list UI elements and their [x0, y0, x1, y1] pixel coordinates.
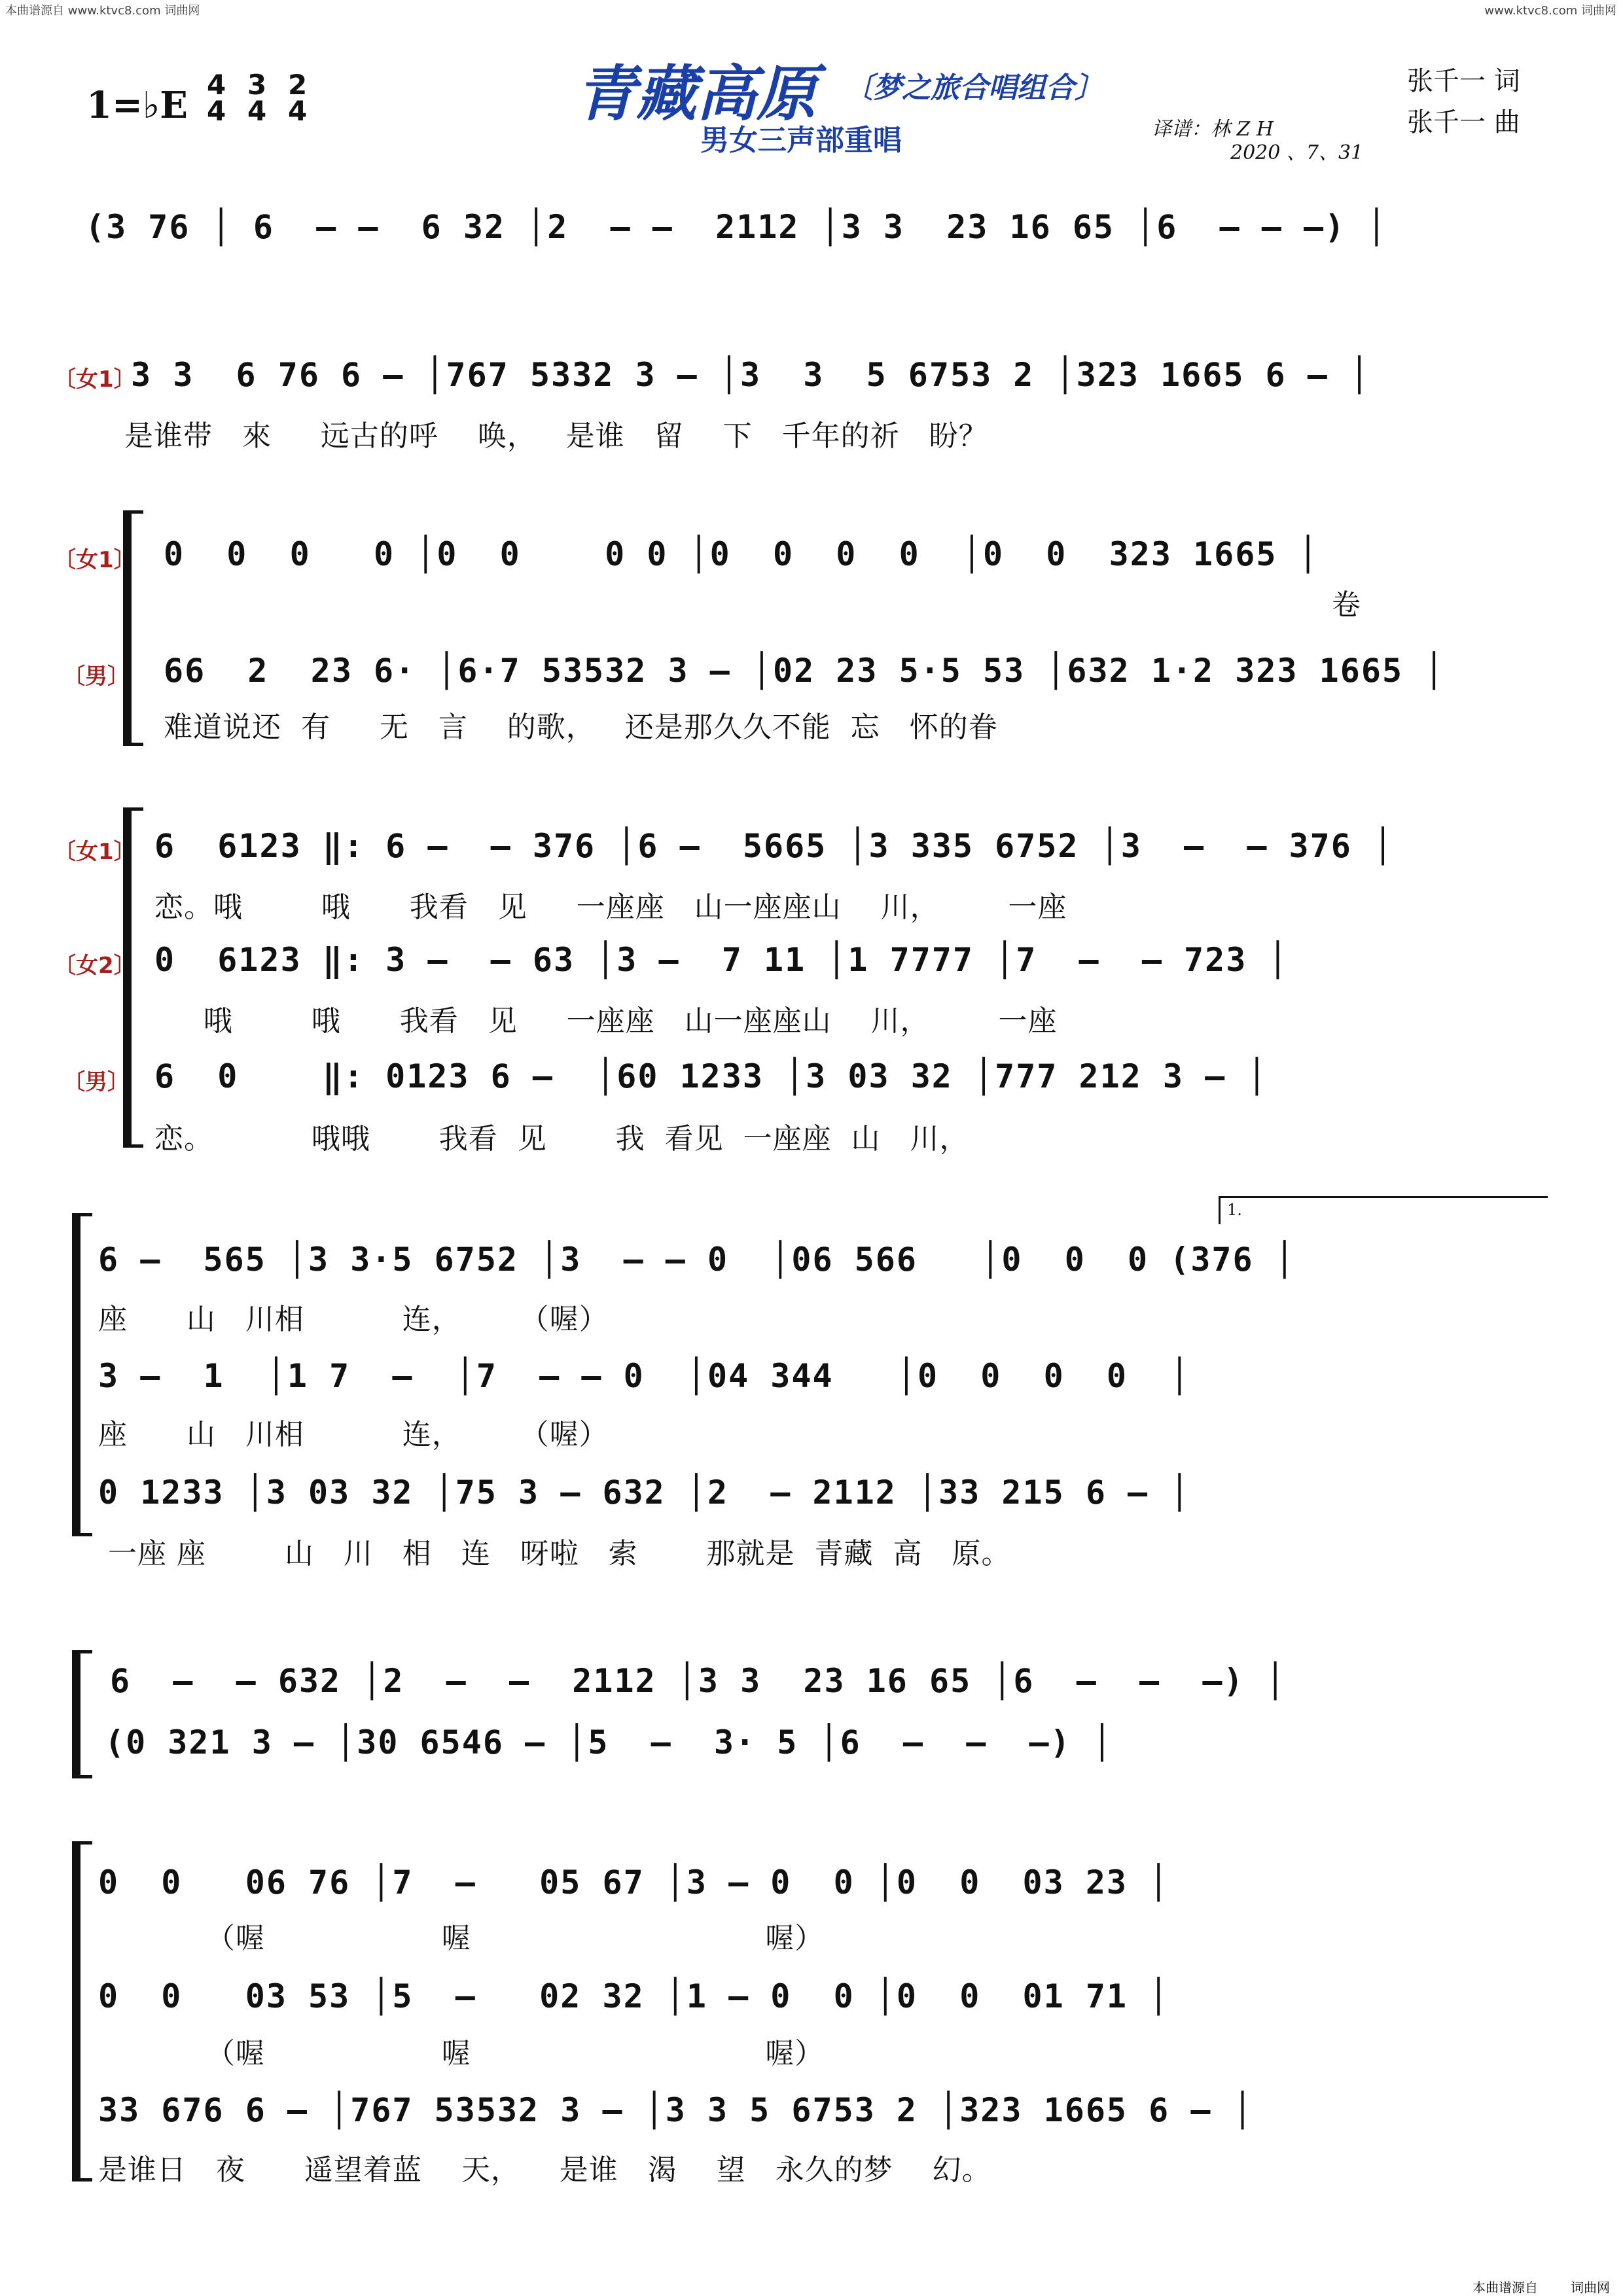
system-2-notes: 3 3 6 76 6 – │767 5332 3 – │3 3 5 6753 2 │323 1665 6 – │ — [131, 356, 1371, 394]
system-5-f2-lyrics: 座 山 川相 连， （喔） — [98, 1418, 609, 1451]
system-3-m-lyrics: 难道说还 有 无 言 的歌， 还是那久久不能 忘 怀的眷 — [164, 711, 998, 744]
part-label-f2: 〔女2〕 — [54, 953, 136, 979]
lyricist-credit: 张千一 词 — [1407, 66, 1520, 96]
part-label-f1: 〔女1〕 — [54, 839, 136, 865]
part-label-f1: 〔女1〕 — [54, 366, 136, 393]
system-7-f2-lyrics: （喔 喔 喔） — [98, 2037, 825, 2070]
part-label-f1: 〔女1〕 — [54, 547, 136, 573]
system-4-m-notes: 6 0 ‖: 0123 6 – │60 1233 │3 03 32 │777 212 3 – │ — [154, 1057, 1268, 1095]
system-5-f1-lyrics: 座 山 川相 连， （喔） — [98, 1303, 609, 1336]
part-label-m: 〔男〕 — [63, 1069, 130, 1095]
system-6-brace — [77, 1650, 92, 1778]
system-4-f1-lyrics: 恋。哦 哦 我看 见 一座座 山一座座山 川， 一座 — [154, 891, 1067, 924]
part-label-m: 〔男〕 — [63, 663, 130, 690]
footer-right: 词曲网 — [1571, 2280, 1610, 2295]
page-subtitle: 〔梦之旅合唱组合〕 — [844, 71, 1103, 105]
system-4-f1-notes: 6 6123 ‖: 6 – – 376 │6 – 5665 │3 335 6752 │3 – – 376 │ — [154, 827, 1395, 865]
system-3-m-notes: 66 2 23 6· │6·7 53532 3 – │02 23 5·5 53 │632 1·2 323 1665 │ — [164, 652, 1446, 690]
transcriber-credit: 译谱：林 Z H — [1152, 118, 1274, 141]
footer-left: 本曲谱源自 — [1472, 2280, 1538, 2295]
system-7-m-notes: 33 676 6 – │767 53532 3 – │3 3 5 6753 2 │323 1665 6 – │ — [98, 2091, 1254, 2129]
system-5-f1-notes: 6 – 565 │3 3·5 6752 │3 – – 0 │06 566 │0 0 0 (376 │ — [98, 1241, 1296, 1279]
system-7-brace — [77, 1841, 92, 2181]
time-sig-1: 4 4 — [207, 69, 226, 127]
system-3-f1-notes: 0 0 0 0 │0 0 0 0 │0 0 0 0 │0 0 323 1665 │ — [164, 535, 1319, 573]
system-7-f1-notes: 0 0 06 76 │7 – 05 67 │3 – 0 0 │0 0 03 23 │ — [98, 1863, 1170, 1901]
system-7-f1-lyrics: （喔 喔 喔） — [98, 1922, 825, 1955]
system-2-lyrics: 是谁带 來 远古的呼 唤， 是谁 留 下 千年的祈 盼？ — [124, 419, 988, 453]
system-4-m-lyrics: 恋。 哦哦 我看 见 我 看见 一座座 山 川， — [154, 1122, 969, 1156]
system-4-f2-lyrics: 哦 哦 我看 见 一座座 山一座座山 川， 一座 — [154, 1004, 1058, 1038]
system-3-f1-lyrics: 卷 — [1332, 588, 1361, 622]
system-4-f2-notes: 0 6123 ‖: 3 – – 63 │3 – 7 11 │1 7777 │7 – – 723 │ — [154, 941, 1289, 979]
first-ending-volta: 1. — [1219, 1196, 1548, 1224]
system-5-f2-notes: 3 – 1 │1 7 – │7 – – 0 │04 344 │0 0 0 0 │ — [98, 1357, 1191, 1395]
system-7-f2-notes: 0 0 03 53 │5 – 02 32 │1 – 0 0 │0 0 01 71 │ — [98, 1977, 1170, 2015]
voicing-label: 男女三声部重唱 — [700, 124, 902, 157]
system-7-m-lyrics: 是谁日 夜 遥望着蓝 天， 是谁 渴 望 永久的梦 幻。 — [98, 2153, 991, 2187]
time-sig-2: 3 4 — [247, 69, 267, 127]
site-watermark-right: www.ktvc8.com 词曲网 — [1484, 4, 1616, 18]
page-title: 青藏高原 — [576, 58, 817, 129]
system-1-intro-notes: (3 76 │ 6 – – 6 32 │2 – – 2112 │3 3 23 16 65 │6 – – –) │ — [85, 208, 1388, 246]
site-watermark-left: 本曲谱源自 www.ktvc8.com 词曲网 — [5, 4, 200, 18]
system-5-brace — [77, 1213, 92, 1536]
transcription-date: 2020 、7、31 — [1230, 141, 1364, 164]
composer-credit: 张千一 曲 — [1407, 107, 1520, 137]
system-6-top-notes: 6 – – 632 │2 – – 2112 │3 3 23 16 65 │6 – – –) │ — [110, 1662, 1287, 1700]
system-6-bottom-notes: (0 321 3 – │30 6546 – │5 – 3· 5 │6 – – –) │ — [105, 1723, 1113, 1761]
system-5-m-notes: 0 1233 │3 03 32 │75 3 – 632 │2 – 2112 │33 215 6 – │ — [98, 1474, 1191, 1511]
key-signature: 1=♭E — [86, 84, 188, 127]
system-5-m-lyrics: 一座 座 山 川 相 连 呀啦 索 那就是 青藏 高 原。 — [98, 1537, 1011, 1570]
time-sig-3: 2 4 — [288, 69, 308, 127]
